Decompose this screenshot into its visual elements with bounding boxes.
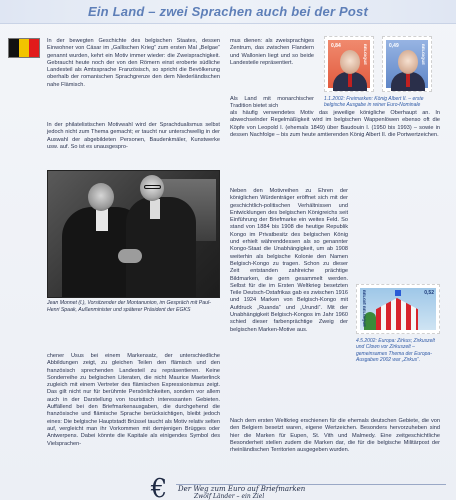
stamp-king-blue [382, 36, 432, 92]
stamp-red-value: 0,84 [331, 43, 341, 49]
right-narrow-text: Neben den Motivreihen zu Ehren der königlichen Würdenträger eröffnet sich mit der geschichtlich-politischen Verhältnissen und Entwicklungen des belgischen Königreichs seit Einführung der Briefmarke ein weites Feld. So stand von 1884 bis 1908 die heutige Republik Kongo im Privatbesitz des belgischen König und erhielt währenddessen als so genannter Kongo-Staat die Unabhängigkeit, um ab 1908 weiterhin als belgische Kolonie den Namen Belgisch-Kongo zu tragen. Schon zu dieser Zeit entstanden zahlreiche prächtige Bildmarken, die gern gesammelt werden. Selbst für die im Ersten Weltkrieg besetzten Teile Deutsch-Ostafrikas gab es zwischen 1916 und 1924 Marken von Belgisch-Kongo mit Aufdruck „Ruanda“ und „Urundi“. Mit der Unabhängigkeit Belgisch-Kongos im Jahr 1960 schied dieser farbenprächtige Zweig der belgischen Marken-Motive aus. [230, 188, 348, 333]
right-full-paragraph [230, 110, 440, 143]
right-bottom-text: Nach dem ersten Weltkrieg erschienen für die ehemals deutschen Gebiete, die von den Belgiern besetzt waren, eigene Wertzeichen. Besonders hervorzuheben sind hier die Marken für Eupen, St. Vith und Malmedy. Eine zeitgeschichtliche Besonderheit stellen zudem die Marken dar, die für die belgische Militärpost der rheinländischen Territorien ausgegeben wurden. [230, 418, 440, 454]
footer-subtitle: Zwölf Länder – ein Ziel [194, 493, 265, 500]
stamp-blue-label: BELGIQUE [421, 44, 426, 65]
paragraph-2-text: In der philatelistischen Motivwahl wird der Sprachdualismus selbst jedoch nicht zum Thema gemacht; er taucht nur unterschwellig in der Auswahl der abgebildeten Personen, Baudenkmäler, Kunstwerke usw. auf. So ist es unausgespro- [47, 122, 220, 150]
footer-title: Der Weg zum Euro auf Briefmarken [178, 485, 306, 493]
circus-label: BELGIË BELGIQUE [362, 290, 367, 327]
intro-paragraph [47, 38, 220, 93]
belgium-flag-icon [8, 38, 40, 58]
stamp-king-red [324, 36, 374, 92]
right-bottom-paragraph [230, 418, 440, 458]
right-top2-text: Als Land mit monarchischer Tradition bietet sich [230, 96, 314, 110]
flag-stripe-black [9, 39, 19, 57]
page-title: Ein Land – zwei Sprachen auch bei der Post [87, 4, 369, 19]
euro-icon: € [150, 474, 168, 500]
photo-caption: Jean Monnet (l.), Vorsitzender der Montanunion, im Gespräch mit Paul-Henri Spaak, Außenminister und späterer Präsident der EGKS [47, 300, 211, 313]
paragraph-2 [47, 122, 220, 155]
left-bottom-paragraph [47, 353, 220, 452]
historic-photo [47, 170, 220, 298]
circus-stamp-caption: 4.5.2002: Europa: Zirkus; Zirkuszelt und Clown vor Zirkuszelt – gemeinsames Thema der Europa-Ausgaben 2002 war „Zirkus“. [356, 338, 435, 364]
stamp-blue-value: 0,49 [389, 43, 399, 49]
stamp-circus [356, 284, 440, 334]
right-top-text: mus dienen: als zweisprachiges Zentrum, das zwischen Flandern und Wallonien liegt und so beide Landesteile repräsentiert. [230, 38, 314, 66]
right-full-text: als häufig verwendetes Motiv das jeweilige königliche Oberhaupt an. In abwechselnder Regelmäßigkeit wird im belgischen Wappenlöwen ebenso oft die Köpfe von Leopold I. (ehemals 1849) über Baudouin I. (1950 bis 1993) – sowie in dessen Nachfolge – bis zum heute amtierenden König Albert II. die Portwertzeichen. [230, 110, 440, 138]
king-stamp-caption: 1.1.2002: Freimarken: König Albert II. – erste belgische Ausgabe in reiner Euro-Nominale [324, 96, 424, 109]
flag-stripe-yellow [19, 39, 29, 57]
stamp-red-label: BELGIQUE [363, 44, 368, 65]
circus-value: 0,52 [424, 290, 434, 296]
right-narrow-paragraph [230, 188, 348, 338]
intro-text: In der bewegten Geschichte des belgischen Staates, dessen Einwohner von Cäsar im „Gallischen Krieg“ zum ersten Mal „Belgae“ genannt wurden, kehrt ein Motiv immer wieder: die Zweisprachigkeit. Gebraucht heute noch der von den Römern einst eroberte südliche Landesteil als Amtssprache Französisch, so spricht die Bevölkerung oberhalb der romanischen Sprachgrenze den dem Niederländischen nahe Flämisch. [47, 38, 220, 88]
flag-stripe-red [29, 39, 39, 57]
right-top-paragraph [230, 38, 314, 71]
left-bottom-text: chener Usus bei einem Markensatz, der unterschiedliche Abbildungen zeigt, zu gleichen Teilen den flämisch und den französisch sprechenden Landesteil zu repräsentieren. Keine Sonderreihe zu belgischen Literaten, die nicht Maurice Maeterlinck zugleich mit einem Vertreter des flämischen Expressionismus zeigt. Das gilt nicht nur für berühmte Persönlichkeiten, sondern vor allem auch in der Darstellung von touristisch interessanten Gebieten. Auffällend bei den Briefmarkenausgaben, die durchgehend die französische und flämische Sprache berücksichtigen, bleibt jedoch eines: Die belgische Hauptstadt Brüssel taucht als Motiv relativ selten auf, vergleicht man ihr Vorkommen mit demjenigen Brügges oder Antwerpens. Dabei könnte die Kapitale als einigendes Symbol des Vielsprachen- [47, 353, 220, 447]
